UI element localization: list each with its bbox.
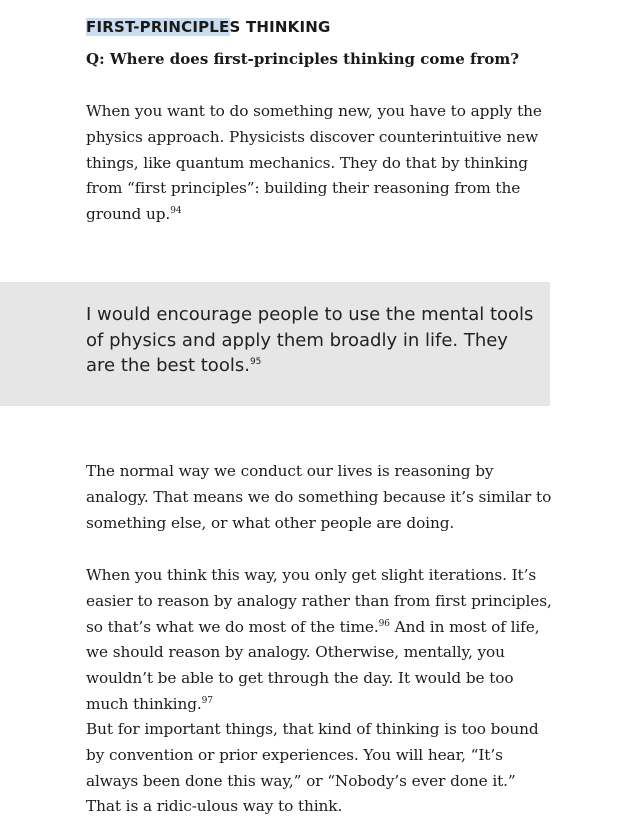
selected-text-highlight[interactable]: FIRST-PRINCIPLE: [86, 18, 230, 36]
footnote-ref-95[interactable]: 95: [249, 357, 262, 367]
footnote-ref-96[interactable]: 96: [378, 618, 390, 629]
paragraph-analogy: The normal way we conduct our lives is reasoning by analogy. That means we do something because it’s similar to something else, or what other people are doing.: [86, 462, 552, 532]
paragraph-convention: But for important things, that kind of thinking is too bound by convention or prior experiences. You will hear, “It’s always been done this way,” or “Nobody’s ever done it.” That is a ridic-ulous way to think.: [86, 720, 539, 816]
paragraph-iterations: [86, 563, 554, 718]
footnote-ref-97[interactable]: 97: [201, 695, 213, 706]
paragraph-physics-approach: [86, 99, 554, 228]
paragraph-text: When you want to do something new, you have to apply the physics approach. Physicists discover counterintuitive new things, like quantum mechanics. They do that by thinking from “first principles”: building their reasoning from the ground up.: [86, 102, 542, 224]
paragraph-text: And in most of life, we should reason by analogy. Otherwise, mentally, you wouldn’t be able to get through the day. It would be too much thinking.: [86, 617, 540, 713]
section-heading-rest: S THINKING: [229, 18, 331, 36]
footnote-ref-94[interactable]: 94: [170, 206, 182, 217]
section-heading: [86, 18, 331, 36]
pull-quote: [86, 302, 536, 379]
pull-quote-text: I would encourage people to use the mental tools of physics and apply them broadly in life. They are the best tools.: [86, 304, 534, 376]
paragraph-text: When you think this way, you only get slight iterations. It’s easier to reason by analogy rather than from first principles, so that’s what we do most of the time.: [86, 566, 552, 636]
question-line: Q: Where does first-principles thinking come from?: [86, 50, 520, 68]
